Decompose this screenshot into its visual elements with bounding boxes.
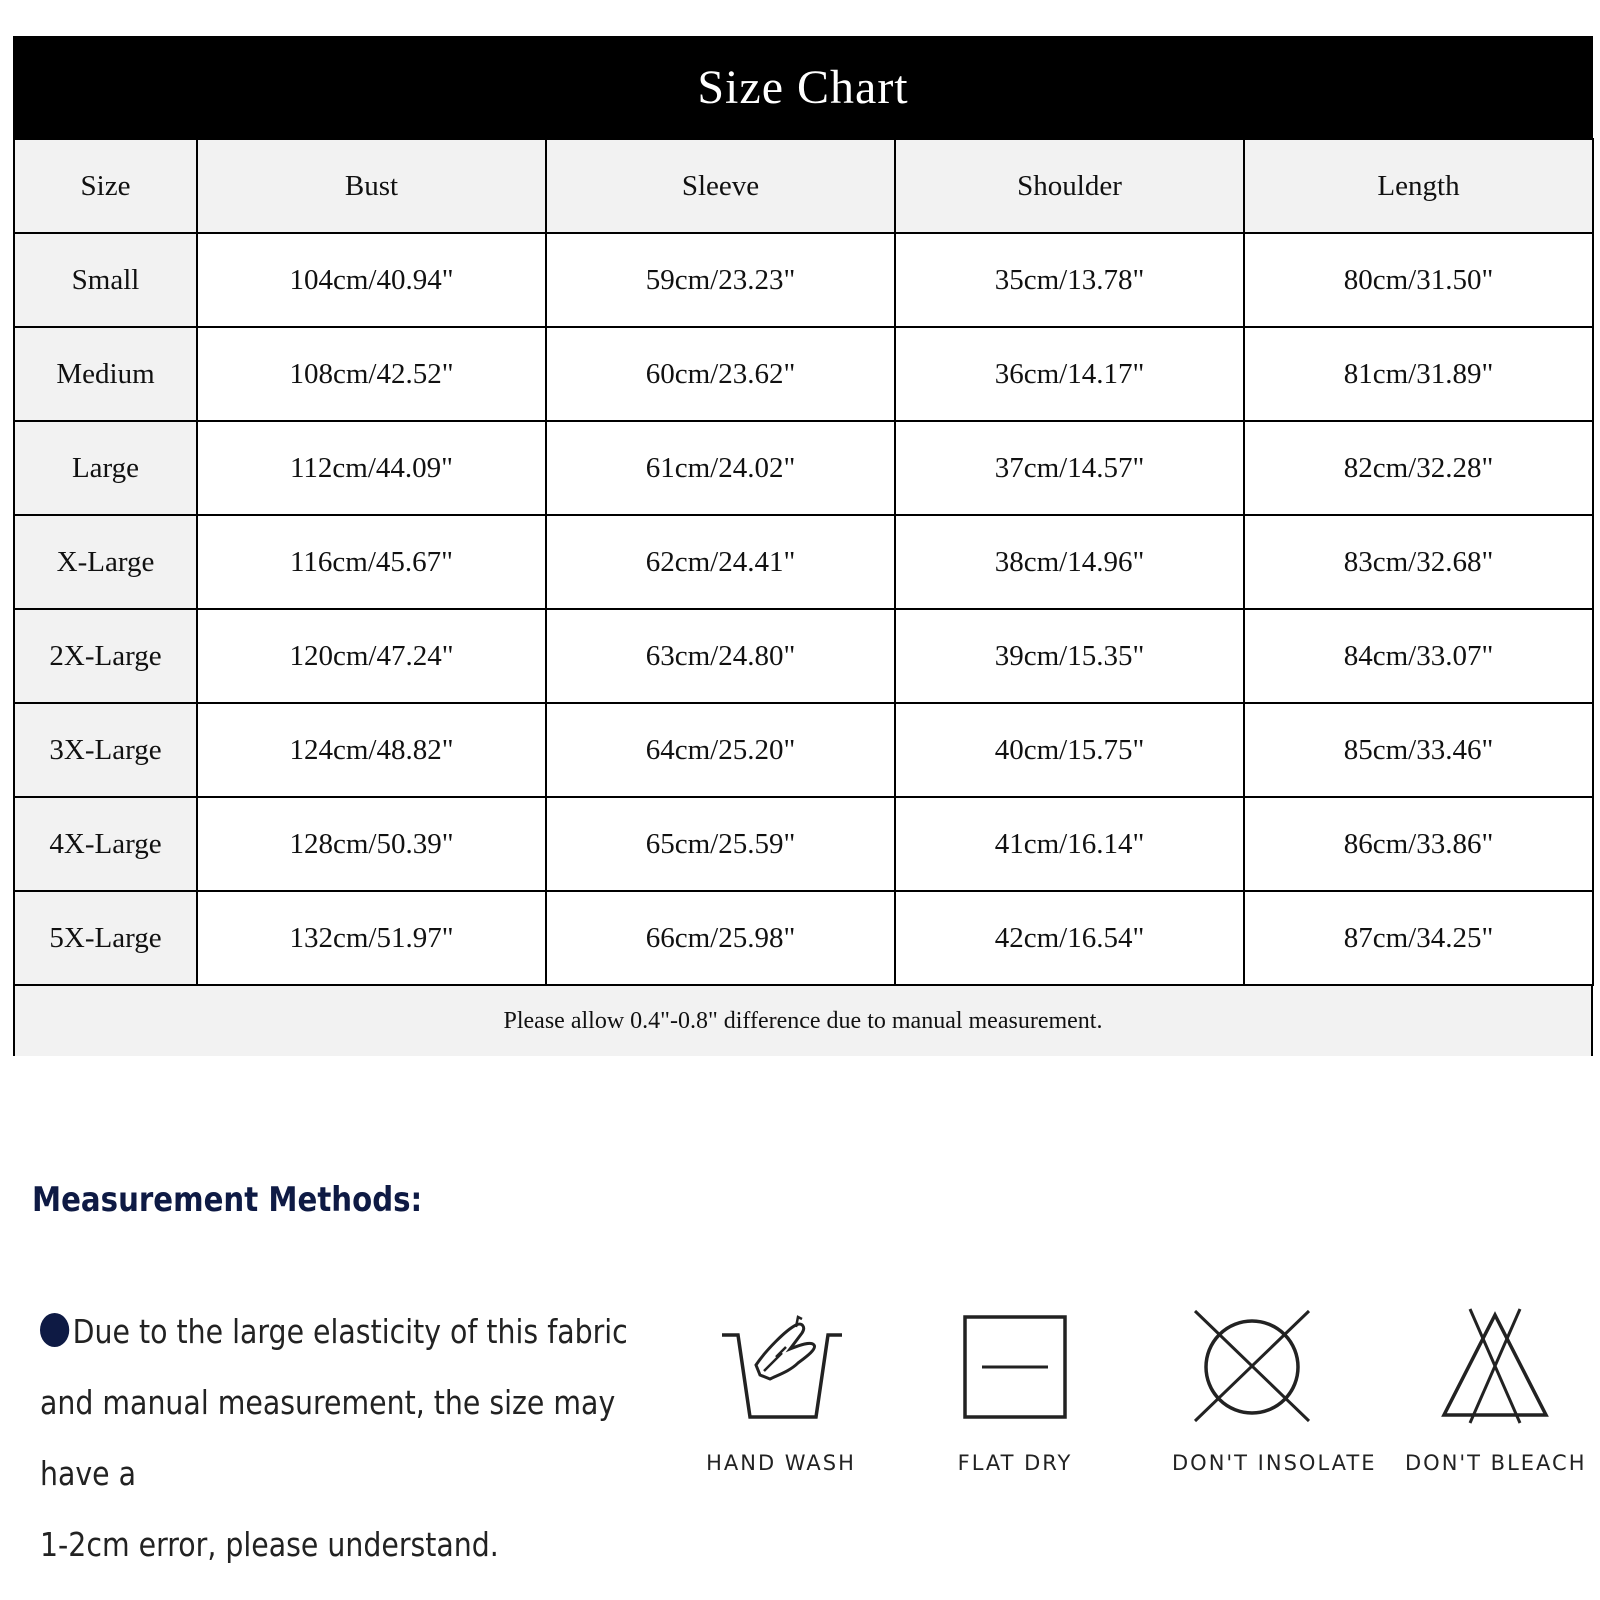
size-cell: Large (14, 421, 197, 515)
shoulder-cell: 36cm/14.17" (895, 327, 1244, 421)
length-cell: 80cm/31.50" (1244, 233, 1593, 327)
table-row (14, 609, 1593, 703)
care-label: DON'T BLEACH (1405, 1451, 1587, 1475)
care-label: FLAT DRY (957, 1451, 1073, 1475)
size-cell: Medium (14, 327, 197, 421)
shoulder-cell: 41cm/16.14" (895, 797, 1244, 891)
dont-bleach-icon (1440, 1305, 1550, 1425)
length-cell: 86cm/33.86" (1244, 797, 1593, 891)
methods-line-1: Due to the large elasticity of this fabric (40, 1296, 694, 1367)
sleeve-cell: 61cm/24.02" (546, 421, 895, 515)
shoulder-cell: 40cm/15.75" (895, 703, 1244, 797)
care-item-flat-dry (950, 1305, 1080, 1475)
size-cell: Small (14, 233, 197, 327)
care-label: DON'T INSOLATE (1172, 1451, 1377, 1475)
length-cell: 81cm/31.89" (1244, 327, 1593, 421)
table-row (14, 233, 1593, 327)
column-header-length: Length (1244, 139, 1593, 233)
sleeve-cell: 62cm/24.41" (546, 515, 895, 609)
length-cell: 87cm/34.25" (1244, 891, 1593, 985)
table-row (14, 515, 1593, 609)
column-header-bust: Bust (197, 139, 546, 233)
size-cell: 4X-Large (14, 797, 197, 891)
methods-line-2: and manual measurement, the size may have a (40, 1383, 616, 1493)
size-chart (13, 36, 1593, 1056)
sleeve-cell: 64cm/25.20" (546, 703, 895, 797)
size-cell: 2X-Large (14, 609, 197, 703)
size-cell: X-Large (14, 515, 197, 609)
table-row (14, 327, 1593, 421)
care-label: HAND WASH (706, 1451, 856, 1475)
length-cell: 85cm/33.46" (1244, 703, 1593, 797)
size-cell: 3X-Large (14, 703, 197, 797)
care-item-dont-insolate (1172, 1305, 1377, 1475)
shoulder-cell: 35cm/13.78" (895, 233, 1244, 327)
shoulder-cell: 37cm/14.57" (895, 421, 1244, 515)
length-cell: 82cm/32.28" (1244, 421, 1593, 515)
bullet-icon (40, 1313, 69, 1347)
flat-dry-icon (960, 1305, 1070, 1425)
hand-wash-icon (716, 1305, 846, 1425)
column-header-sleeve: Sleeve (546, 139, 895, 233)
sleeve-cell: 66cm/25.98" (546, 891, 895, 985)
sleeve-cell: 60cm/23.62" (546, 327, 895, 421)
bust-cell: 120cm/47.24" (197, 609, 546, 703)
measurement-methods-text (40, 1296, 694, 1580)
dont-insolate-icon (1187, 1305, 1317, 1425)
shoulder-cell: 42cm/16.54" (895, 891, 1244, 985)
length-cell: 83cm/32.68" (1244, 515, 1593, 609)
bust-cell: 128cm/50.39" (197, 797, 546, 891)
shoulder-cell: 39cm/15.35" (895, 609, 1244, 703)
table-header-row (14, 139, 1593, 233)
bust-cell: 116cm/45.67" (197, 515, 546, 609)
bust-cell: 104cm/40.94" (197, 233, 546, 327)
measurement-methods-title: Measurement Methods: (32, 1180, 423, 1220)
sleeve-cell: 65cm/25.59" (546, 797, 895, 891)
table-row (14, 891, 1593, 985)
sleeve-cell: 63cm/24.80" (546, 609, 895, 703)
shoulder-cell: 38cm/14.96" (895, 515, 1244, 609)
table-row (14, 421, 1593, 515)
column-header-shoulder: Shoulder (895, 139, 1244, 233)
bust-cell: 124cm/48.82" (197, 703, 546, 797)
bust-cell: 132cm/51.97" (197, 891, 546, 985)
column-header-size: Size (14, 139, 197, 233)
care-item-hand-wash (706, 1305, 856, 1475)
bust-cell: 108cm/42.52" (197, 327, 546, 421)
size-table (13, 138, 1594, 986)
table-row (14, 703, 1593, 797)
care-item-dont-bleach (1405, 1305, 1585, 1475)
sleeve-cell: 59cm/23.23" (546, 233, 895, 327)
size-chart-title: Size Chart (13, 36, 1593, 138)
bust-cell: 112cm/44.09" (197, 421, 546, 515)
measurement-note: Please allow 0.4"-0.8" difference due to manual measurement. (13, 986, 1593, 1056)
methods-line-3: 1-2cm error, please understand. (40, 1525, 499, 1564)
size-cell: 5X-Large (14, 891, 197, 985)
length-cell: 84cm/33.07" (1244, 609, 1593, 703)
table-row (14, 797, 1593, 891)
